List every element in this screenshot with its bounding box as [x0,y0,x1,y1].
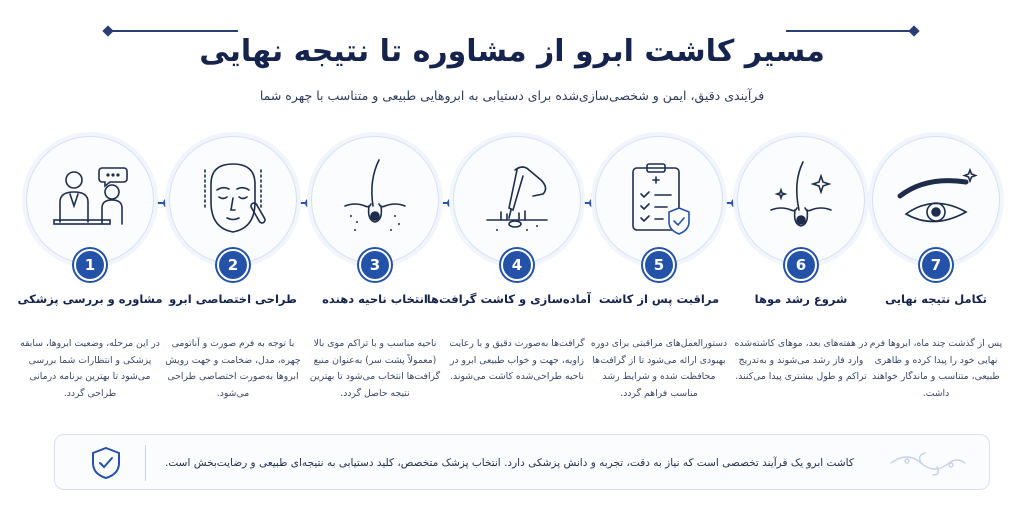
title-row [0,26,1024,76]
shield-check-icon [89,445,123,481]
step-number: 6 [785,249,817,281]
page-subtitle: فرآیندی دقیق، ایمن و شخصی‌سازی‌شده برای دستیابی به ابروهایی طبیعی و متناسب با چهره شما [259,88,765,103]
step-title: مراقبت پس از کاشت [598,292,720,306]
footer-text: کاشت ابرو یک فرآیند تخصصی است که نیاز به دقت، تجربه و دانش پزشکی دارد. انتخاب پزشک متخصص، کلید دستیابی به نتیجه‌ای طبیعی و رضایت‌بخش است. [165,457,854,469]
step-title: انتخاب ناحیه دهنده [322,292,428,306]
step-description: در این مرحله، وضعیت ابروها، سابقه پزشکی و انتظارات شما بررسی می‌شود تا بهترین برنامه درمانی طراحی گردد. [20,338,160,399]
hair-growth-icon [737,136,865,264]
step-title: آماده‌سازی و کاشت گرافت‌ها [426,292,591,306]
hair-follicle-icon [311,136,439,264]
step-number: 2 [217,249,249,281]
step-number: 4 [501,249,533,281]
footer-note [54,434,990,490]
care-checklist-icon [595,136,723,264]
step-description: دستورالعمل‌های مراقبتی برای دوره بهبودی ارائه می‌شود تا از گرافت‌ها محافظت شده و شرایط رشد مناسب فراهم گردد. [590,338,728,399]
footer-divider [145,445,146,481]
step-title: تکامل نتیجه نهایی [885,292,987,306]
step-description: در هفته‌های بعد، موهای کاشته‌شده وارد فاز رشد می‌شوند و به‌تدریج تراکم و طول بیشتری پیدا می‌کنند. [734,338,868,382]
ornament-icon [887,447,969,479]
step-title: مشاوره و بررسی پزشکی [17,292,163,306]
step-description: با توجه به فرم صورت و آناتومی چهره، مدل، ضخامت و جهت رویش ابروها به‌صورت اختصاصی طراحی می‌شود. [165,338,301,399]
step-title: شروع رشد موها [754,292,848,306]
step-description: پس از گذشت چند ماه، ابروها فرم نهایی خود را پیدا کرده و ظاهری طبیعی، متناسب و ماندگار خواهند داشت. [869,338,1003,399]
eye-brow-icon [872,136,1000,264]
step-number: 1 [74,249,106,281]
step-number: 7 [920,249,952,281]
step-number: 5 [643,249,675,281]
step-number: 3 [359,249,391,281]
page-title: مسیر کاشت ابرو از مشاوره تا نتیجه نهایی [199,33,825,69]
step-description: گرافت‌ها به‌صورت دقیق و با رعایت زاویه، جهت و خواب طبیعی ابرو در ناحیه طراحی‌شده کاشت می‌شوند. [449,338,585,382]
step-description: ناحیه مناسب و با تراکم موی بالا (معمولاً پشت سر) به‌عنوان منبع گرافت‌ها انتخاب می‌شود تا بهترین نتیجه حاصل گردد. [309,338,441,399]
implant-tool-icon [453,136,581,264]
step-title: طراحی اختصاصی ابرو [169,292,297,306]
consultation-icon [26,136,154,264]
face-design-icon [169,136,297,264]
